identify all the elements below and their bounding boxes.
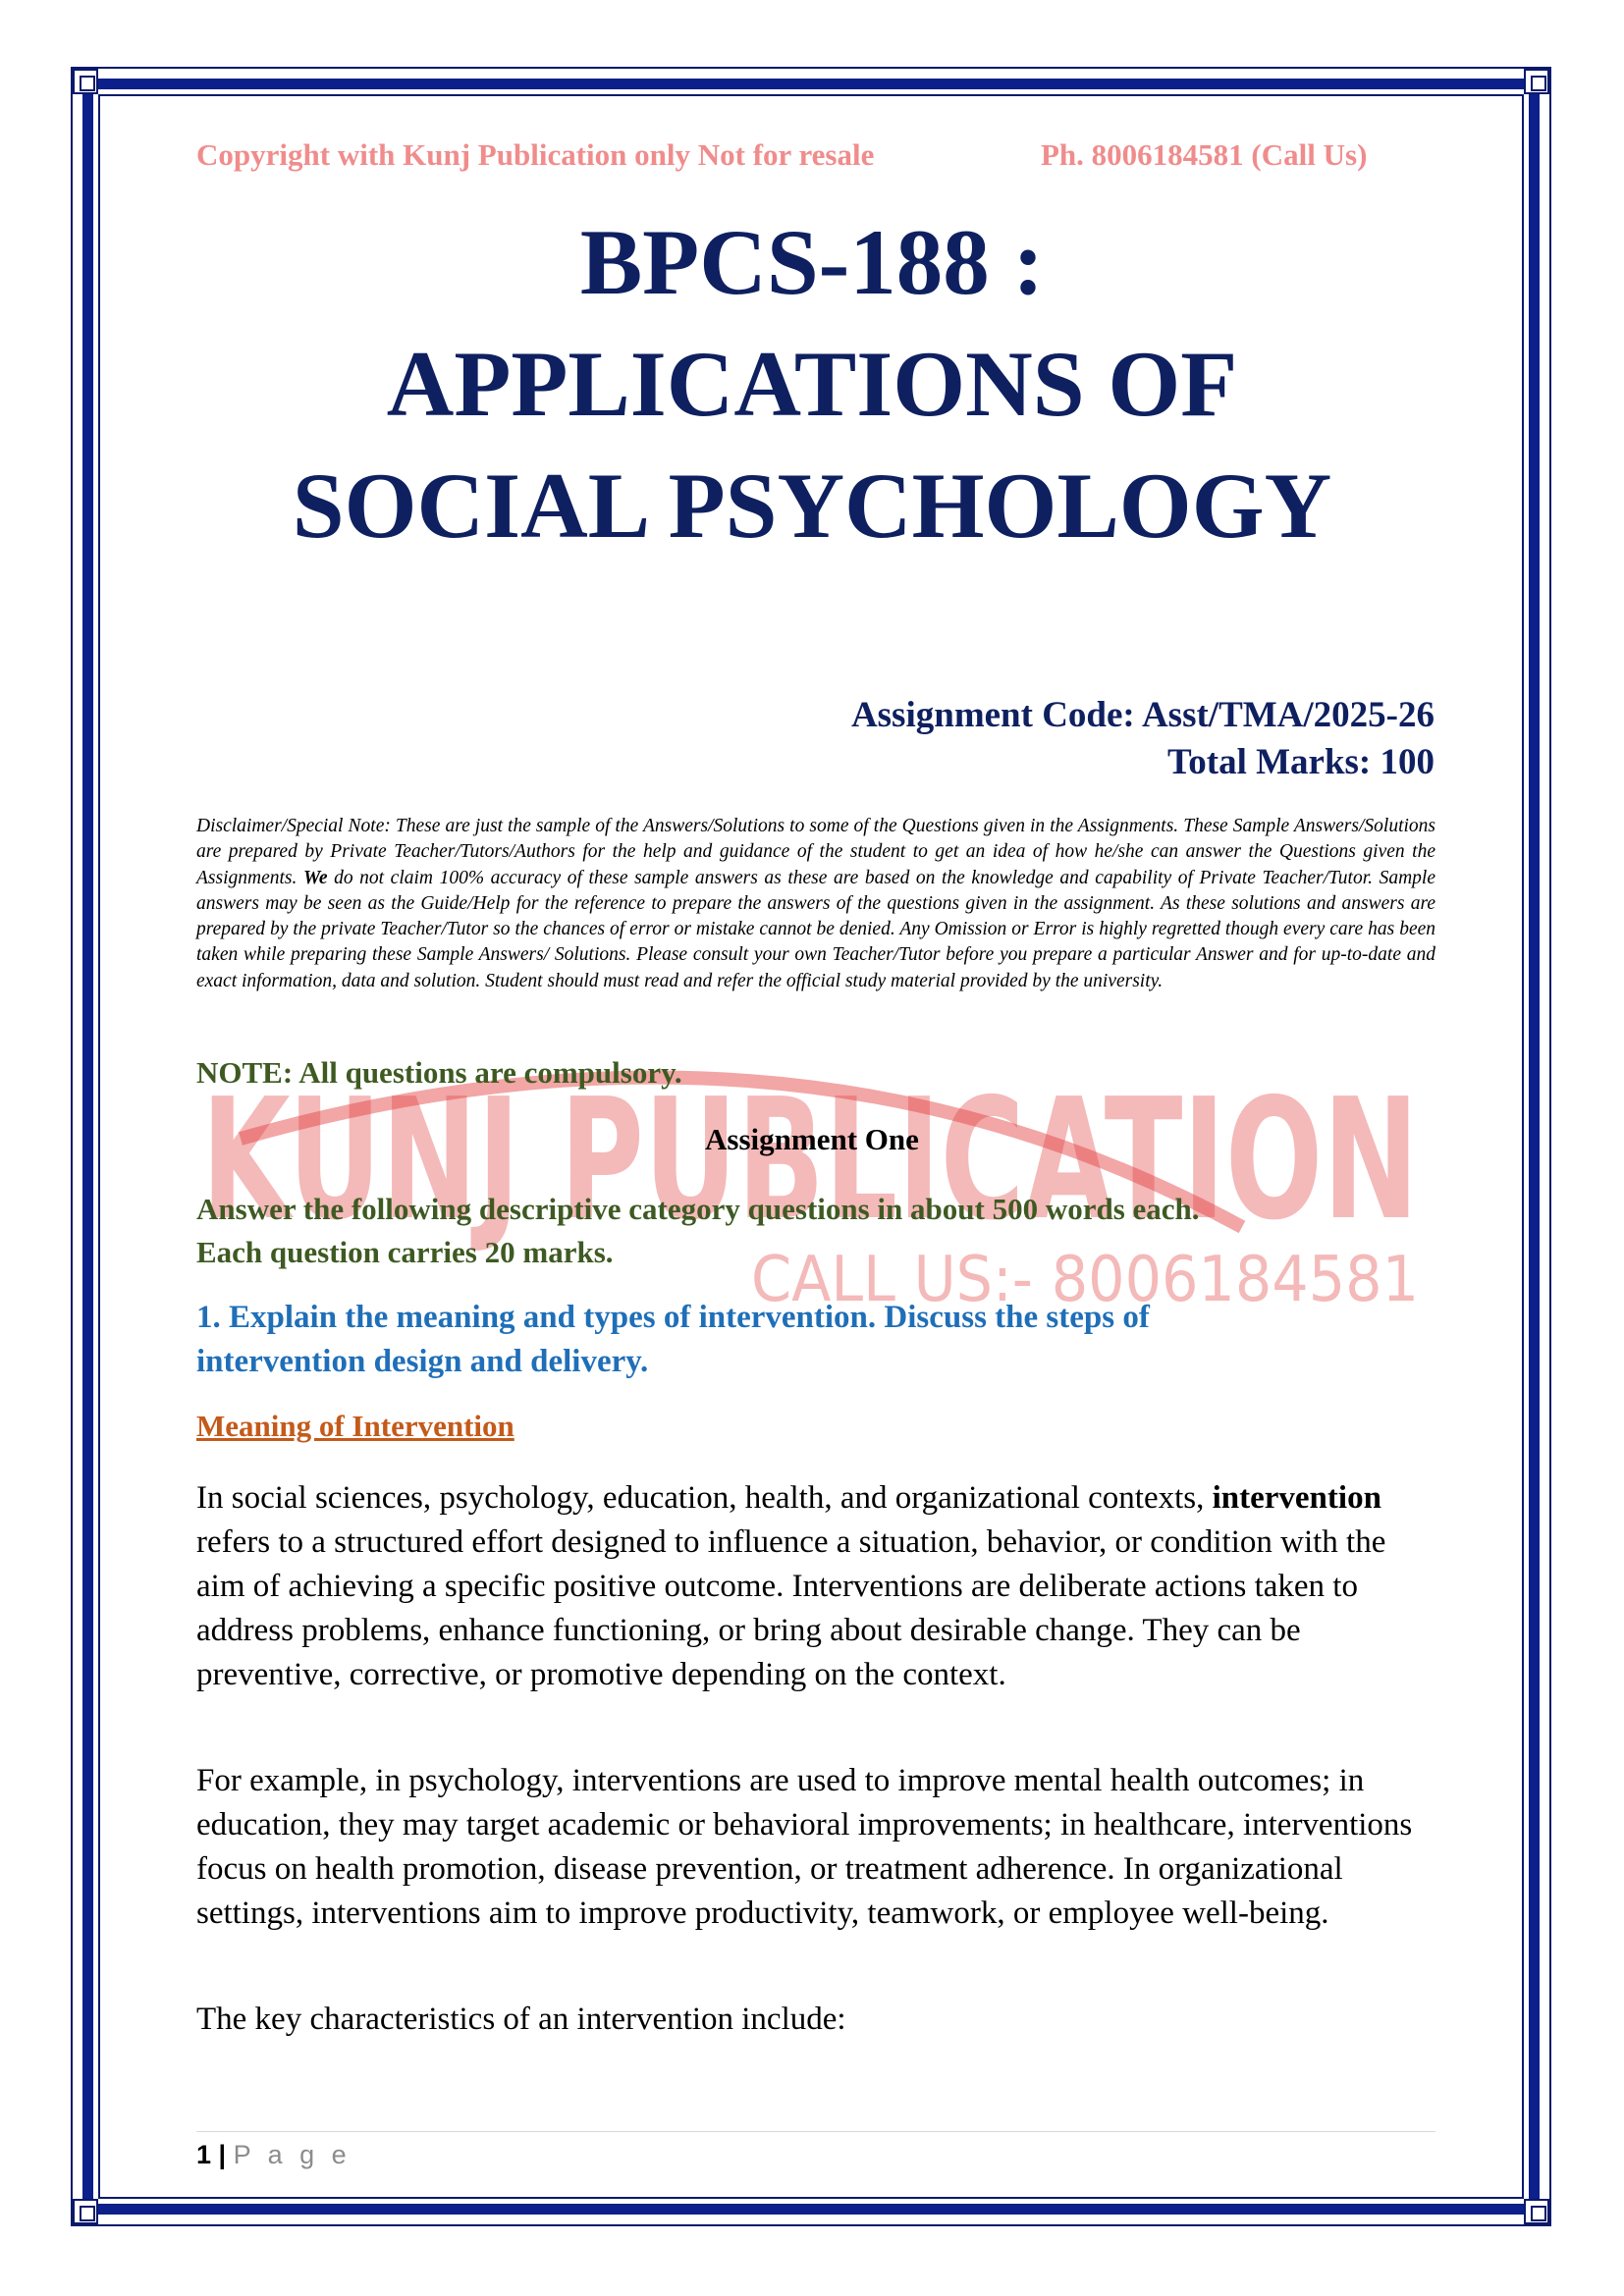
title-line-3: SOCIAL PSYCHOLOGY	[292, 454, 1332, 558]
corner-ornament-top-left	[73, 69, 98, 94]
page-number: 1	[196, 2140, 212, 2169]
corner-ornament-bottom-left	[73, 2199, 98, 2224]
footer-separator: |	[218, 2140, 227, 2169]
paragraph-1-rest: refers to a structured effort designed to influence a situation, behavior, or condition with the aim of achieving a specific positive outcome. Interventions are deliberate actions taken to address problems, enhance functioning, or bring about desirable change. They can be preventive, corrective, or promotive depending on the context.	[196, 1524, 1386, 1692]
question-line-2: intervention design and delivery.	[196, 1344, 649, 1379]
section-heading: Meaning of Intervention	[196, 1409, 514, 1443]
corner-ornament-top-right	[1524, 69, 1549, 94]
page-label: P a g e	[233, 2140, 352, 2169]
copyright-text: Copyright with Kunj Publication only Not for resale	[196, 137, 875, 172]
paragraph-2: For example, in psychology, interventions are used to improve mental health outcomes; in education, they may target academic or behavioral improvements; in healthcare, interventions focus on health promotion, disease prevention, or treatment adherence. In organizational settings, interventions aim to improve productivity, teamwork, or employee well-being.	[196, 1763, 1413, 1931]
instruction	[196, 1188, 1435, 1274]
phone-number: Ph. 8006184581 (Call Us)	[1041, 137, 1368, 172]
copyright-header	[196, 137, 1434, 173]
question-1	[196, 1296, 1435, 1384]
watermark-phone: CALL US:- 8006184581	[751, 1244, 1419, 1315]
total-marks: Total Marks: 100	[1166, 742, 1435, 782]
page-title	[147, 201, 1477, 566]
paragraph-1	[196, 1476, 1435, 1697]
assignment-info	[851, 692, 1435, 786]
disclaimer-text-1: Disclaimer/Special Note: These are just the sample of the Answers/Solutions to some of the Questions given in the Assignments. These Sample Answers/Solutions are prepared by Private Teacher/Tutors/Authors for the help and guidance of the student to get an idea of how he/she can answer the Questions given the Assignments.	[196, 816, 1435, 888]
question-line-1: 1. Explain the meaning and types of intervention. Discuss the steps of	[196, 1300, 1150, 1335]
title-line-2: APPLICATIONS OF	[386, 332, 1238, 436]
assignment-one-heading: Assignment One	[705, 1122, 919, 1156]
disclaimer	[196, 814, 1435, 994]
instruction-line-1: Answer the following descriptive category questions in about 500 words each.	[196, 1192, 1200, 1226]
instruction-line-2: Each question carries 20 marks.	[196, 1235, 614, 1269]
disclaimer-bold: We	[302, 867, 328, 888]
disclaimer-text-2: do not claim 100% accuracy of these sample answers as these are based on the knowledge and capability of Private Teacher/Tutor. Sample answers may be seen as the Guide/Help for the reference to prepare the answers of the questions given in the assignment. As these solutions and answers are prepared by the private Teacher/Tutor so the chances of error or mistake cannot be denied. Any Omission or Error is highly regretted though every care has been taken while preparing these Sample Answers/ Solutions. Please consult your own Teacher/Tutor before you prepare a particular Answer and for up-to-date and exact information, data and solution. Student should must read and refer the official study material provided by the university.	[196, 867, 1436, 991]
note: NOTE: All questions are compulsory.	[196, 1055, 682, 1090]
assignment-code: Assignment Code: Asst/TMA/2025-26	[850, 695, 1435, 735]
title-line-1: BPCS-188 :	[579, 210, 1045, 314]
corner-ornament-bottom-right	[1524, 2199, 1549, 2224]
watermark-brand: KUNJ PUBLICATION	[201, 1063, 1419, 1257]
footer-divider	[196, 2131, 1435, 2132]
paragraph-3: The key characteristics of an intervention include:	[196, 2002, 846, 2037]
page-footer	[196, 2140, 352, 2170]
paragraph-1-bold: intervention	[1212, 1480, 1381, 1516]
paragraph-1-start: In social sciences, psychology, education, health, and organizational contexts,	[196, 1480, 1213, 1516]
